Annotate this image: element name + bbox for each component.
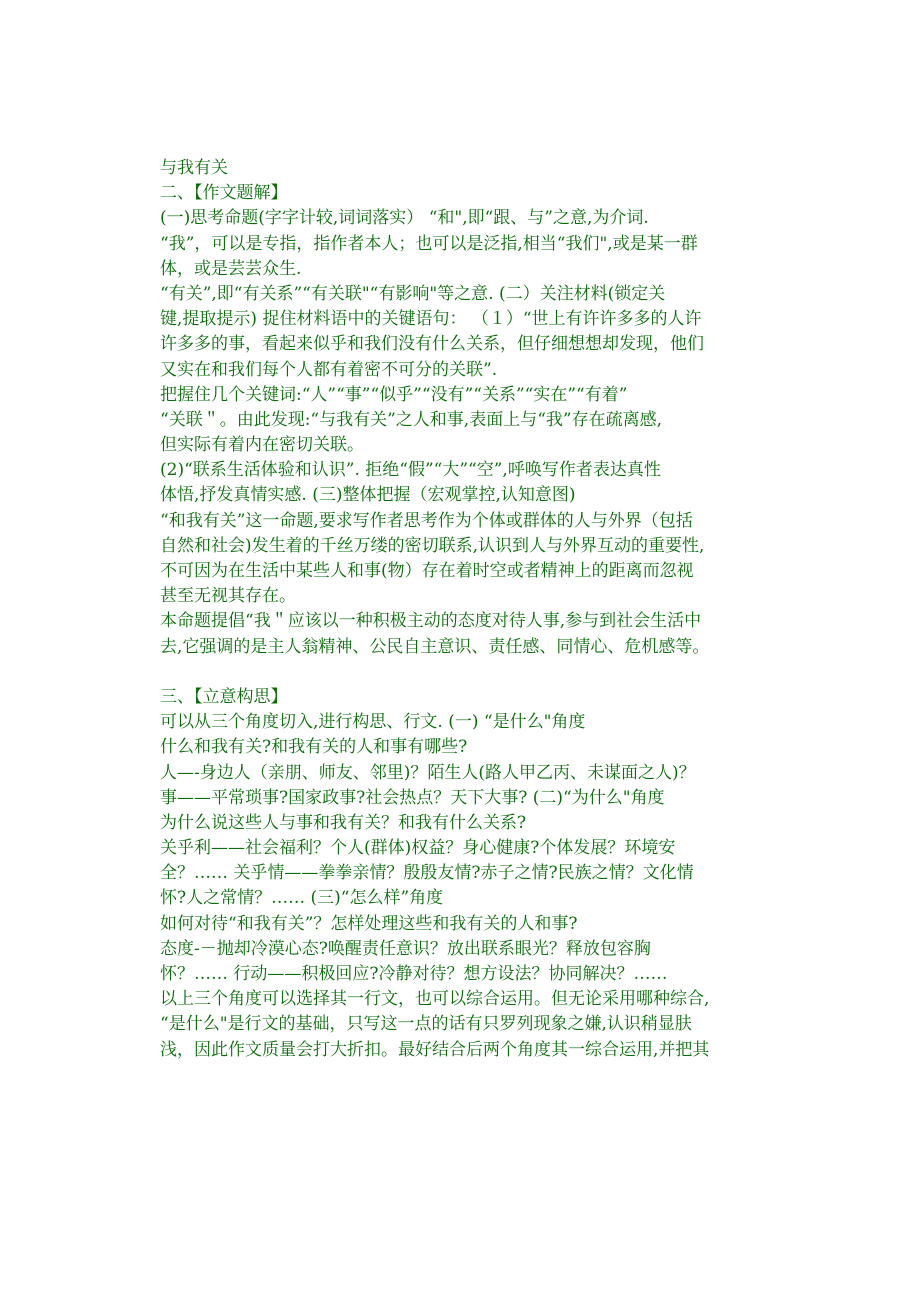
- text-line: 许多多的事，看起来似乎和我们没有什么关系，但仔细想想却发现，他们: [160, 334, 704, 355]
- text-line: 全？…… 关乎情——拳拳亲情？殷殷友情?赤子之情?民族之情？文化情: [160, 863, 694, 884]
- document-body: [160, 156, 772, 1063]
- text-line: “有关”,即“有关系”“有关联"“有影响"等之意. (二）关注材料(锁定关: [160, 283, 666, 304]
- text-line: 可以从三个角度切入,进行构思、行文. (一) “是什么"角度: [160, 712, 586, 733]
- text-line: 怀？…… 行动——积极回应?冷静对待？想方设法？协同解决？……: [160, 964, 668, 984]
- text-line: 二、【作文题解】: [160, 183, 288, 204]
- text-line: 怀?人之常情？…… (三)“怎么样”角度: [160, 888, 444, 909]
- text-line: 关乎利——社会福利？个人(群体)权益？身心健康?个体发展？环境安: [160, 838, 676, 859]
- text-line: “是什么"是行文的基础，只写这一点的话有只罗列现象之嫌,认识稍显肤: [160, 1014, 692, 1035]
- text-line: 浅，因此作文质量会打大折扣。最好结合后两个角度其一综合运用,并把其: [160, 1039, 710, 1060]
- text-line: 什么和我有关?和我有关的人和事有哪些?: [160, 737, 468, 758]
- text-line: “关联＂。由此发现:“与我有关”之人和事,表面上与“我”存在疏离感,: [160, 409, 662, 430]
- text-line: 如何对待“和我有关”？怎样处理这些和我有关的人和事?: [160, 913, 578, 934]
- text-line: 又实在和我们每个人都有着密不可分的关联”.: [160, 359, 498, 380]
- text-line: 体，或是芸芸众生.: [160, 258, 302, 279]
- text-line: 人—-身边人（亲朋、师友、邻里)？陌生人(路人甲乙丙、未谋面之人)？: [160, 762, 696, 783]
- text-line: 自然和社会)发生着的千丝万缕的密切联系,认识到人与外界互动的重要性,: [160, 535, 705, 556]
- text-line: 键,提取提示) 捉住材料语中的关键语句： （１）“世上有许许多多的人许: [160, 309, 702, 330]
- text-line: (一)思考命题(字字计较,词词落实） “和",即“跟、与”之意,为介词.: [160, 208, 649, 229]
- text-line: 为什么说这些人与事和我有关？和我有什么关系?: [160, 812, 527, 833]
- section-heading: 三、【立意构思】: [160, 686, 288, 707]
- text-line: 态度-－抛却冷漠心态?唤醒责任意识？放出联系眼光？释放包容胸: [160, 938, 651, 959]
- text-line: (2)“联系生活体验和认识”. 拒绝“假”“大”“空”,呼唤写作者表达真性: [160, 460, 661, 481]
- text-line: 体悟,抒发真情实感. (三)整体把握（宏观掌控,认知意图): [160, 485, 576, 506]
- text-line: 事——平常琐事?国家政事?社会热点？天下大事? (二)“为什么"角度: [160, 787, 665, 808]
- paragraph-gap: [160, 660, 772, 685]
- text-line: 去,它强调的是主人翁精神、公民自主意识、责任感、同情心、危机感等。: [160, 636, 710, 657]
- text-line: 以上三个角度可以选择其一行文，也可以综合运用。但无论采用哪种综合,: [160, 989, 710, 1010]
- text-line: 不可因为在生活中某些人和事(物）存在着时空或者精神上的距离而忽视: [160, 561, 694, 581]
- text-line: 本命题提倡“我＂应该以一种积极主动的态度对待人事,参与到社会生活中: [160, 611, 702, 632]
- document-title: 与我有关: [160, 158, 228, 178]
- text-line: “和我有关”这一命题,要求写作者思考作为个体或群体的人与外界（包括: [160, 510, 693, 531]
- text-line: 但实际有着内在密切关联。: [160, 435, 364, 456]
- text-line: 甚至无视其存在。: [160, 586, 296, 607]
- text-line: “我”，可以是专指，指作者本人；也可以是泛指,相当“我们",或是某一群: [160, 233, 698, 254]
- text-line: 把握住几个关键词:“人”“事”“似乎”“没有”“关系”“实在”“有着”: [160, 384, 628, 405]
